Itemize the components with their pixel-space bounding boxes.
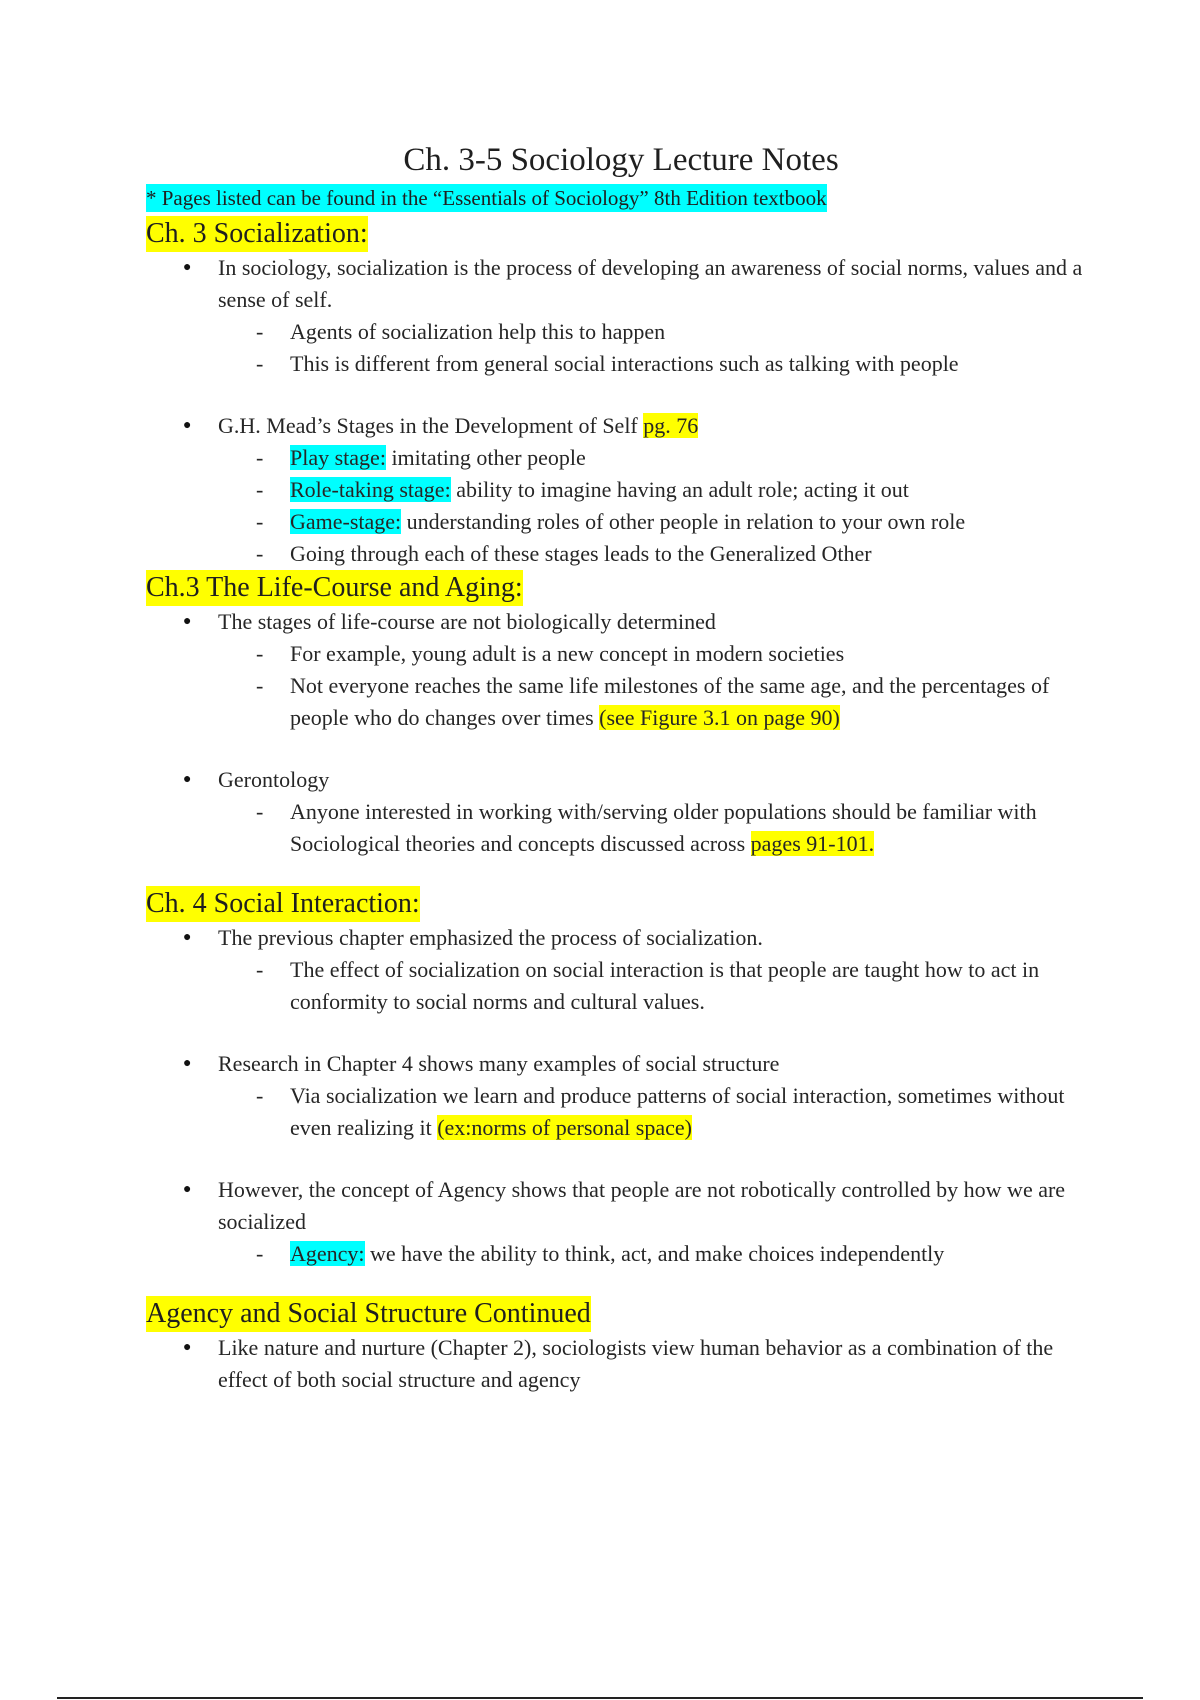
sub-item xyxy=(218,1238,1086,1270)
sub-item: - This is different from general social interactions such as talking with people xyxy=(218,348,1086,380)
section-heading: Ch. 3 Socialization: xyxy=(146,216,368,252)
section-heading: Agency and Social Structure Continued xyxy=(146,1296,591,1332)
sub-text: Via socialization we learn and produce patterns of social interaction, sometimes without even realizing it xyxy=(290,1083,1065,1140)
section-heading: Ch. 4 Social Interaction: xyxy=(146,886,420,922)
spacer xyxy=(146,380,1106,410)
sub-item xyxy=(218,474,1086,506)
sub-text: Not everyone reaches the same life milestones of the same age, and the percentages of people who do changes over times xyxy=(290,673,1050,730)
page-reference: pg. 76 xyxy=(643,413,699,438)
sub-item: - Going through each of these stages leads to the Generalized Other xyxy=(218,538,1086,570)
spacer xyxy=(146,1270,1106,1296)
bullet-text: Research in Chapter 4 shows many examples of social structure xyxy=(218,1051,780,1076)
bullet-item xyxy=(146,1174,1106,1270)
sub-item xyxy=(218,670,1086,734)
page-reference: pages 91-101. xyxy=(750,831,875,856)
document-page xyxy=(146,140,1106,1396)
sub-item xyxy=(218,442,1086,474)
textbook-note: * Pages listed can be found in the “Essentials of Sociology” 8th Edition textbook xyxy=(146,186,827,210)
sub-item: - Agents of socialization help this to happen xyxy=(218,316,1086,348)
spacer xyxy=(146,1144,1106,1174)
bottom-rule xyxy=(57,1697,1143,1699)
bullet-text: The previous chapter emphasized the process of socialization. xyxy=(218,925,763,950)
example-highlight: (ex:norms of personal space) xyxy=(437,1115,692,1140)
bullet-text: The stages of life-course are not biologically determined xyxy=(218,609,716,634)
bullet-item xyxy=(146,764,1106,860)
section-agency-structure xyxy=(146,1296,1106,1396)
bullet-text: G.H. Mead’s Stages in the Development of Self xyxy=(218,413,644,438)
section-heading: Ch.3 The Life-Course and Aging: xyxy=(146,570,523,606)
sub-item: - The effect of socialization on social interaction is that people are taught how to act in conformity to social norms and cultural values. xyxy=(218,954,1086,1018)
bullet-item xyxy=(146,252,1106,380)
bullet-item xyxy=(146,606,1106,734)
term-highlight: Agency: xyxy=(290,1241,365,1266)
section-life-course xyxy=(146,570,1106,860)
term-highlight: Role-taking stage: xyxy=(290,477,451,502)
term-definition: ability to imagine having an adult role; acting it out xyxy=(450,477,909,502)
bullet-text: However, the concept of Agency shows that people are not robotically controlled by how we are socialized xyxy=(218,1177,1066,1234)
section-socialization xyxy=(146,216,1106,570)
bullet-text: Like nature and nurture (Chapter 2), sociologists view human behavior as a combination of the effect of both social structure and agency xyxy=(218,1335,1054,1392)
term-definition: understanding roles of other people in relation to your own role xyxy=(401,509,966,534)
term-definition: imitating other people xyxy=(385,445,586,470)
section-social-interaction xyxy=(146,886,1106,1270)
bullet-item xyxy=(146,1332,1106,1396)
term-highlight: Game-stage: xyxy=(290,509,402,534)
spacer xyxy=(146,1018,1106,1048)
bullet-item xyxy=(146,922,1106,1018)
bullet-text: In sociology, socialization is the process of developing an awareness of social norms, values and a sense of self. xyxy=(218,255,1083,312)
sub-item: - For example, young adult is a new concept in modern societies xyxy=(218,638,1086,670)
term-definition: we have the ability to think, act, and make choices independently xyxy=(364,1241,945,1266)
spacer xyxy=(146,734,1106,764)
sub-item xyxy=(218,1080,1086,1144)
sub-item xyxy=(218,796,1086,860)
page-reference: (see Figure 3.1 on page 90) xyxy=(599,705,840,730)
bullet-item xyxy=(146,1048,1106,1144)
sub-text: Anyone interested in working with/serving older populations should be familiar with Sociological theories and concepts discussed across xyxy=(290,799,1037,856)
term-highlight: Play stage: xyxy=(290,445,386,470)
bullet-text: Gerontology xyxy=(218,767,330,792)
spacer xyxy=(146,860,1106,886)
page-title: Ch. 3-5 Sociology Lecture Notes xyxy=(403,142,839,178)
sub-item xyxy=(218,506,1086,538)
bullet-item xyxy=(146,410,1106,570)
